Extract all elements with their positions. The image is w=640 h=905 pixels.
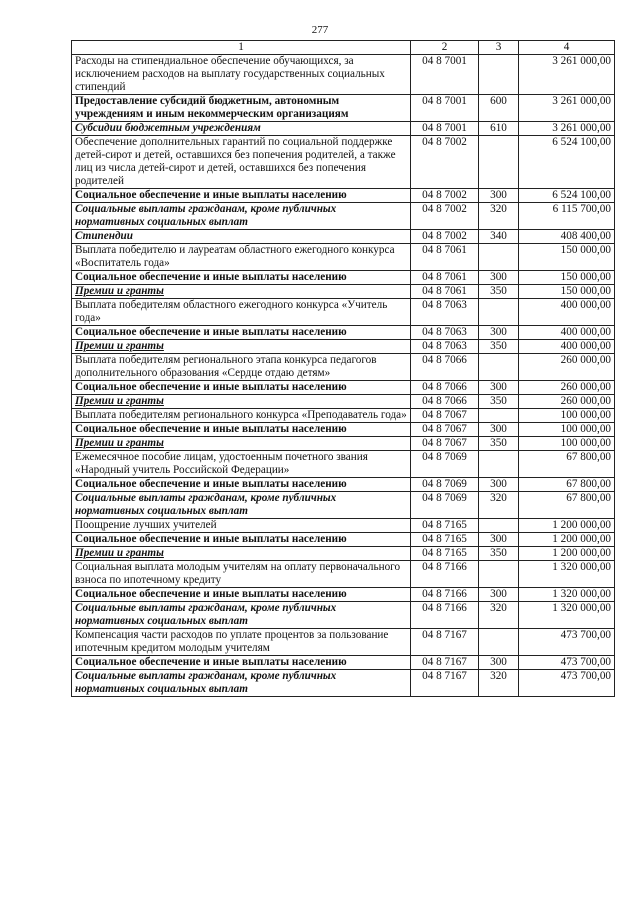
page-number: 277 [311, 24, 329, 36]
table-row [72, 230, 615, 244]
row-name: Расходы на стипендиальное обеспечение обучающихся, за исключением расходов на выплату государственных социальных стипендий [72, 55, 411, 95]
table-row [72, 670, 615, 697]
row-name: Выплата победителям регионального этапа конкурса педагогов дополнительного образования «Сердце отдаю детям» [72, 354, 411, 381]
row-type [479, 55, 519, 95]
column-header-name: 1 [72, 41, 411, 55]
table-row [72, 423, 615, 437]
row-type: 320 [479, 602, 519, 629]
row-code: 04 8 7066 [411, 395, 479, 409]
table-row [72, 602, 615, 629]
row-type: 300 [479, 271, 519, 285]
table-row [72, 136, 615, 189]
row-code: 04 8 7165 [411, 547, 479, 561]
row-type: 300 [479, 326, 519, 340]
row-amount: 260 000,00 [519, 354, 615, 381]
table-row [72, 547, 615, 561]
row-name: Социальная выплата молодым учителям на оплату первоначального взноса по ипотечному кредиту [72, 561, 411, 588]
table-header [72, 41, 615, 55]
row-type: 300 [479, 478, 519, 492]
row-code: 04 8 7167 [411, 629, 479, 656]
column-header-amount: 4 [519, 41, 615, 55]
row-amount: 1 320 000,00 [519, 561, 615, 588]
row-name: Премии и гранты [72, 395, 411, 409]
column-header-code: 2 [411, 41, 479, 55]
table-body [72, 55, 615, 697]
table-row [72, 326, 615, 340]
row-type [479, 136, 519, 189]
row-amount: 6 115 700,00 [519, 203, 615, 230]
row-name: Выплата победителю и лауреатам областного ежегодного конкурса «Воспитатель года» [72, 244, 411, 271]
row-amount: 67 800,00 [519, 492, 615, 519]
row-name: Субсидии бюджетным учреждениям [72, 122, 411, 136]
row-name: Компенсация части расходов по уплате процентов за пользование ипотечным кредитом молодым учителям [72, 629, 411, 656]
table-row [72, 451, 615, 478]
row-name: Премии и гранты [72, 340, 411, 354]
row-type [479, 561, 519, 588]
table-row [72, 95, 615, 122]
row-code: 04 8 7066 [411, 381, 479, 395]
row-type: 350 [479, 395, 519, 409]
row-amount: 100 000,00 [519, 409, 615, 423]
row-amount: 400 000,00 [519, 340, 615, 354]
row-name: Премии и гранты [72, 437, 411, 451]
row-name: Выплата победителям регионального конкурса «Преподаватель года» [72, 409, 411, 423]
row-code: 04 8 7061 [411, 271, 479, 285]
row-amount: 408 400,00 [519, 230, 615, 244]
row-code: 04 8 7067 [411, 409, 479, 423]
row-amount: 400 000,00 [519, 326, 615, 340]
row-type [479, 354, 519, 381]
row-name: Социальное обеспечение и иные выплаты населению [72, 423, 411, 437]
row-name: Социальные выплаты гражданам, кроме публичных нормативных социальных выплат [72, 602, 411, 629]
row-amount: 3 261 000,00 [519, 95, 615, 122]
row-code: 04 8 7069 [411, 478, 479, 492]
row-name: Обеспечение дополнительных гарантий по социальной поддержке детей-сирот и детей, оставшихся без попечения родителей, а также лиц из числа детей-сирот и детей, оставшихся без попечения родителей [72, 136, 411, 189]
row-type: 350 [479, 340, 519, 354]
row-type: 350 [479, 285, 519, 299]
table-row [72, 285, 615, 299]
row-amount: 67 800,00 [519, 451, 615, 478]
row-code: 04 8 7166 [411, 561, 479, 588]
table-row [72, 656, 615, 670]
row-code: 04 8 7067 [411, 423, 479, 437]
row-type [479, 299, 519, 326]
row-type: 300 [479, 189, 519, 203]
row-code: 04 8 7001 [411, 95, 479, 122]
row-amount: 150 000,00 [519, 244, 615, 271]
row-amount: 1 320 000,00 [519, 602, 615, 629]
row-code: 04 8 7165 [411, 519, 479, 533]
row-amount: 6 524 100,00 [519, 136, 615, 189]
table-row [72, 492, 615, 519]
row-type: 300 [479, 533, 519, 547]
row-code: 04 8 7063 [411, 340, 479, 354]
table-row [72, 299, 615, 326]
row-name: Социальное обеспечение и иные выплаты населению [72, 533, 411, 547]
row-amount: 400 000,00 [519, 299, 615, 326]
row-code: 04 8 7002 [411, 230, 479, 244]
row-type: 320 [479, 492, 519, 519]
row-amount: 260 000,00 [519, 395, 615, 409]
row-name: Социальное обеспечение и иные выплаты населению [72, 271, 411, 285]
row-amount: 473 700,00 [519, 629, 615, 656]
row-amount: 100 000,00 [519, 437, 615, 451]
table-row [72, 409, 615, 423]
table-row [72, 588, 615, 602]
row-name: Премии и гранты [72, 285, 411, 299]
table-row [72, 381, 615, 395]
row-code: 04 8 7001 [411, 122, 479, 136]
row-type [479, 451, 519, 478]
row-code: 04 8 7166 [411, 588, 479, 602]
row-type: 300 [479, 381, 519, 395]
row-amount: 260 000,00 [519, 381, 615, 395]
row-type: 320 [479, 203, 519, 230]
row-type: 340 [479, 230, 519, 244]
row-name: Социальное обеспечение и иные выплаты населению [72, 478, 411, 492]
row-name: Ежемесячное пособие лицам, удостоенным почетного звания «Народный учитель Российской Федерации» [72, 451, 411, 478]
row-type: 300 [479, 588, 519, 602]
row-code: 04 8 7069 [411, 492, 479, 519]
row-code: 04 8 7061 [411, 244, 479, 271]
row-code: 04 8 7063 [411, 326, 479, 340]
row-code: 04 8 7066 [411, 354, 479, 381]
row-name: Премии и гранты [72, 547, 411, 561]
row-code: 04 8 7067 [411, 437, 479, 451]
row-code: 04 8 7001 [411, 55, 479, 95]
table-row [72, 55, 615, 95]
row-name: Поощрение лучших учителей [72, 519, 411, 533]
table-row [72, 437, 615, 451]
table-row [72, 395, 615, 409]
row-type [479, 629, 519, 656]
table-row [72, 354, 615, 381]
row-amount: 150 000,00 [519, 271, 615, 285]
table-row [72, 340, 615, 354]
row-name: Социальное обеспечение и иные выплаты населению [72, 326, 411, 340]
row-name: Предоставление субсидий бюджетным, автономным учреждениям и иным некоммерческим организациям [72, 95, 411, 122]
row-code: 04 8 7063 [411, 299, 479, 326]
row-code: 04 8 7167 [411, 670, 479, 697]
table-row [72, 478, 615, 492]
table-row [72, 533, 615, 547]
table-row [72, 271, 615, 285]
row-code: 04 8 7167 [411, 656, 479, 670]
row-code: 04 8 7002 [411, 203, 479, 230]
row-type: 300 [479, 656, 519, 670]
row-code: 04 8 7002 [411, 189, 479, 203]
row-code: 04 8 7166 [411, 602, 479, 629]
row-name: Социальное обеспечение и иные выплаты населению [72, 381, 411, 395]
row-amount: 6 524 100,00 [519, 189, 615, 203]
row-type: 600 [479, 95, 519, 122]
table-row [72, 189, 615, 203]
row-amount: 473 700,00 [519, 656, 615, 670]
row-name: Социальные выплаты гражданам, кроме публичных нормативных социальных выплат [72, 492, 411, 519]
row-type: 320 [479, 670, 519, 697]
table-row [72, 519, 615, 533]
row-type: 300 [479, 423, 519, 437]
row-amount: 1 200 000,00 [519, 533, 615, 547]
row-name: Социальное обеспечение и иные выплаты населению [72, 189, 411, 203]
row-type [479, 409, 519, 423]
row-code: 04 8 7061 [411, 285, 479, 299]
row-amount: 473 700,00 [519, 670, 615, 697]
row-type [479, 244, 519, 271]
table-row [72, 203, 615, 230]
row-name: Социальные выплаты гражданам, кроме публичных нормативных социальных выплат [72, 670, 411, 697]
row-amount: 1 200 000,00 [519, 547, 615, 561]
row-code: 04 8 7069 [411, 451, 479, 478]
row-name: Стипендии [72, 230, 411, 244]
row-amount: 1 200 000,00 [519, 519, 615, 533]
budget-table [71, 40, 615, 697]
row-type: 350 [479, 547, 519, 561]
row-amount: 1 320 000,00 [519, 588, 615, 602]
row-name: Социальное обеспечение и иные выплаты населению [72, 588, 411, 602]
row-type [479, 519, 519, 533]
row-name: Социальные выплаты гражданам, кроме публичных нормативных социальных выплат [72, 203, 411, 230]
row-amount: 100 000,00 [519, 423, 615, 437]
row-amount: 150 000,00 [519, 285, 615, 299]
row-amount: 3 261 000,00 [519, 55, 615, 95]
row-name: Социальное обеспечение и иные выплаты населению [72, 656, 411, 670]
row-type: 610 [479, 122, 519, 136]
table-row [72, 122, 615, 136]
row-type: 350 [479, 437, 519, 451]
row-code: 04 8 7165 [411, 533, 479, 547]
table-row [72, 244, 615, 271]
table-row [72, 561, 615, 588]
table-row [72, 629, 615, 656]
row-name: Выплата победителям областного ежегодного конкурса «Учитель года» [72, 299, 411, 326]
column-header-type: 3 [479, 41, 519, 55]
row-amount: 67 800,00 [519, 478, 615, 492]
row-code: 04 8 7002 [411, 136, 479, 189]
row-amount: 3 261 000,00 [519, 122, 615, 136]
